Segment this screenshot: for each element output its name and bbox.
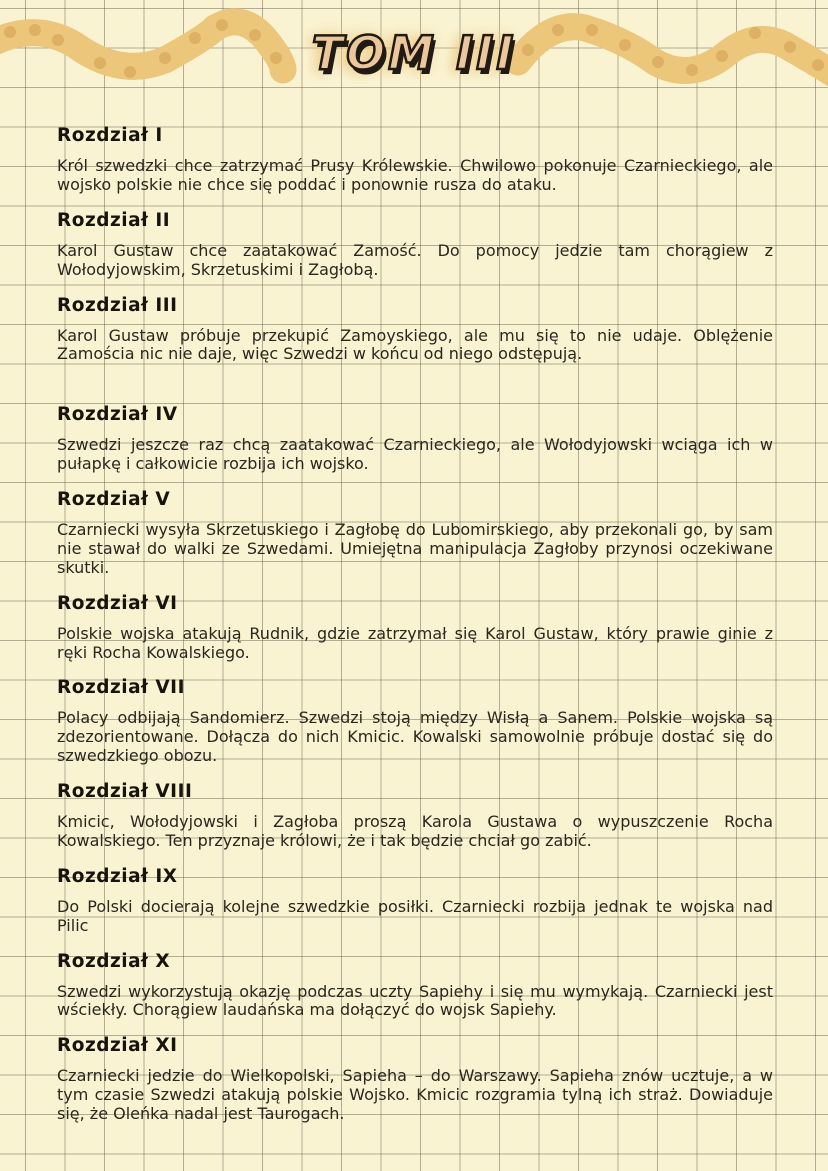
chapter-heading: Rozdział I: [57, 125, 163, 146]
chapter-section-7: [57, 677, 773, 766]
chapter-summary: Polacy odbijają Sandomierz. Szwedzi stoją między Wisłą a Sanem. Polskie wojska są zdezorientowane. Dołącza do nich Kmicic. Kowalski samowolnie próbuje dostać się do szwedzkiego obozu.: [57, 708, 773, 766]
chapter-section-5: [57, 489, 773, 578]
chapter-summary: Szwedzi jeszcze raz chcą zaatakować Czarnieckiego, ale Wołodyjowski wciąga ich w pułapkę i całkowicie rozbija ich wojsko.: [57, 435, 773, 474]
chapter-heading: Rozdział V: [57, 489, 171, 510]
chapter-heading: Rozdział IX: [57, 865, 178, 887]
chapter-summary: Czarniecki wysyła Skrzetuskiego i Zagłobę do Lubomirskiego, aby przekonali go, by sam nie stawał do walki ze Szwedami. Umiejętna manipulacja Zagłoby przynosi oczekiwane skutki.: [57, 520, 773, 577]
chapter-summary: Polskie wojska atakują Rudnik, gdzie zatrzymał się Karol Gustaw, który prawie ginie z ręki Rocha Kowalskiego.: [57, 623, 773, 662]
chapter-summary: Król szwedzki chce zatrzymać Prusy Królewskie. Chwilowo pokonuje Czarnieckiego, ale wojsko polskie nie chce się poddać i ponownie rusza do ataku.: [57, 156, 773, 194]
chapter-section-2: [57, 210, 773, 280]
chapter-section-10: [57, 951, 773, 1021]
chapters-list: [0, 125, 828, 1124]
chapter-section-9: [57, 866, 773, 936]
chapter-summary: Kmicic, Wołodyjowski i Zagłoba proszą Karola Gustawa o wypuszczenie Rocha Kowalskiego. Ten przyznaje królowi, że i tak będzie chciał go zabić.: [57, 812, 773, 850]
chapter-heading: Rozdział XI: [57, 1035, 178, 1057]
page-title: TOM III: [311, 26, 517, 80]
chapter-section-1: [57, 125, 773, 195]
chapter-section-8: [57, 781, 773, 851]
chapter-section-4: [57, 404, 773, 474]
chapter-summary: Szwedzi wykorzystują okazję podczas uczty Sapiehy i się mu wymykają. Czarniecki jest wściekły. Chorągiew laudańska ma dołączyć do wojsk Sapiehy.: [57, 981, 773, 1020]
chapter-section-3: [57, 295, 773, 365]
chapter-summary: Czarniecki jedzie do Wielkopolski, Sapieha – do Warszawy. Sapieha znów ucztuje, a w tym czasie Szwedzi atakują polskie Wojsko. Kmicic rozgramia tylną ich straż. Dowiaduje się, że Oleńka nadal jest Taurogach.: [57, 1066, 773, 1123]
chapter-section-11: [57, 1035, 773, 1124]
chapter-heading: Rozdział IV: [57, 404, 178, 426]
chapter-heading: Rozdział X: [57, 950, 171, 972]
page-header: [0, 0, 828, 110]
chapter-heading: Rozdział VII: [57, 677, 185, 699]
chapter-summary: Karol Gustaw chce zaatakować Zamość. Do pomocy jedzie tam chorągiew z Wołodyjowskim, Skrzetuskimi i Zagłobą.: [57, 240, 773, 279]
chapter-heading: Rozdział VI: [57, 592, 178, 614]
chapter-summary: Do Polski docierają kolejne szwedzkie posiłki. Czarniecki rozbija jednak te wojska nad Pilic: [57, 896, 773, 935]
chapter-heading: Rozdział III: [57, 294, 178, 316]
chapter-section-6: [57, 593, 773, 663]
chapter-heading: Rozdział II: [57, 209, 171, 231]
chapter-summary: Karol Gustaw próbuje przekupić Zamoyskiego, ale mu się to nie udaje. Oblężenie Zamościa nic nie daje, więc Szwedzi w końcu od niego odstępują.: [57, 325, 773, 364]
chapter-heading: Rozdział VIII: [57, 781, 193, 802]
